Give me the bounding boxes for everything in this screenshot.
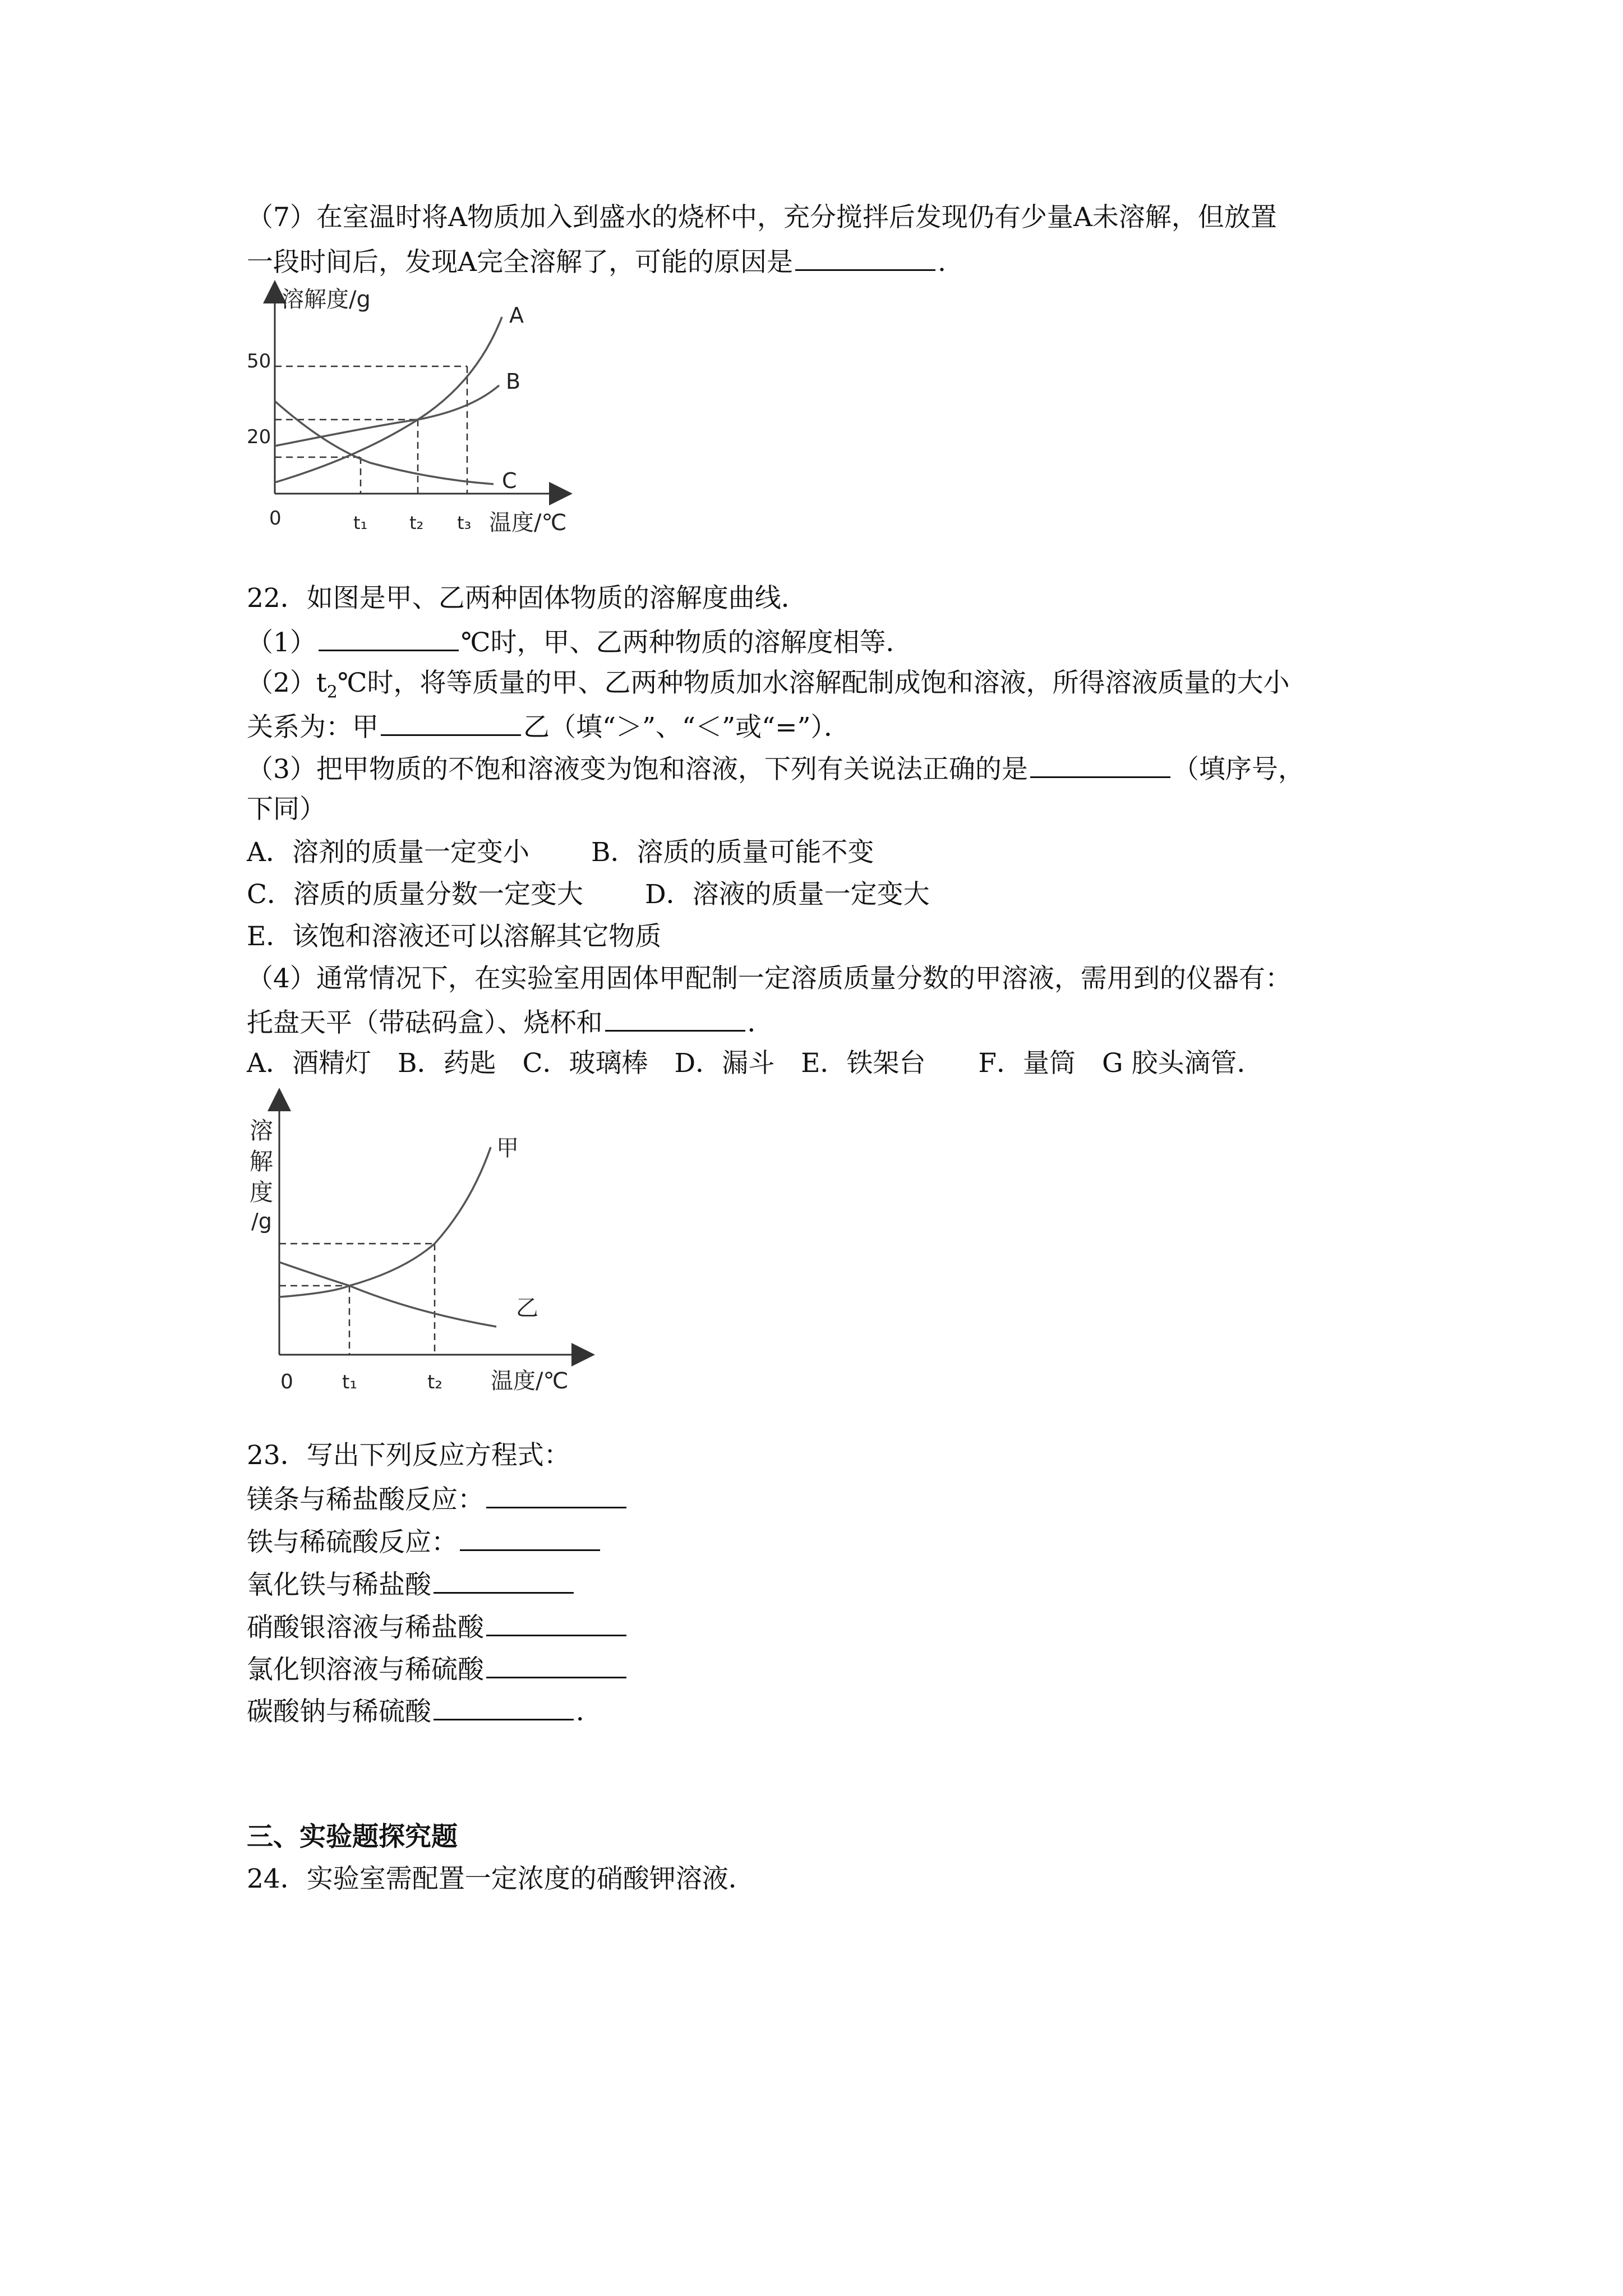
q23-title: 23．写出下列反应方程式： xyxy=(247,1440,570,1471)
q22-instruments: A．酒精灯 B．药匙 C．玻璃棒 D．漏斗 E．铁架台 F．量筒 G 胶头滴管． xyxy=(247,1048,1264,1079)
chart2-xlabel: 温度/℃ xyxy=(491,1368,569,1394)
q22-part3-blank[interactable] xyxy=(1030,751,1170,778)
chart1-xtick-t1: t₁ xyxy=(353,512,368,533)
q23-item-1: 镁条与稀盐酸反应： xyxy=(247,1481,629,1517)
chart1-xtick-t3: t₃ xyxy=(457,512,472,533)
q23-blank-3[interactable] xyxy=(434,1566,574,1594)
chart2-series-yi: 乙 xyxy=(516,1295,538,1321)
chart2-series-jia: 甲 xyxy=(496,1135,519,1161)
q22-part3-line2: 下同） xyxy=(247,794,326,825)
q22-part3-line1: （3）把甲物质的不饱和溶液变为饱和溶液，下列有关说法正确的是 （填序号， xyxy=(247,751,1304,786)
q22-part1: （1） ℃时，甲、乙两种物质的溶解度相等． xyxy=(247,624,912,660)
q23-blank-1[interactable] xyxy=(486,1481,626,1508)
chart1-ytick-20: 20 xyxy=(247,426,271,448)
chart1-series-b: B xyxy=(506,369,521,394)
chart2-ylabel-3: 度 xyxy=(250,1179,274,1206)
q23-item-4: 硝酸银溶液与稀盐酸 xyxy=(247,1609,629,1645)
chart1-series-c: C xyxy=(502,468,517,493)
q23-blank-6[interactable] xyxy=(434,1693,574,1720)
q7-line-1: （7）在室温时将A物质加入到盛水的烧杯中，充分搅拌后发现仍有少量A未溶解，但放置 xyxy=(247,202,1277,233)
q22-part2-line1: $(2)t_2℃$时，将等质量的甲、乙两种物质加水溶解配制成饱和溶液，所得溶液质量的大小 xyxy=(247,668,1290,702)
q22-title: 22．如图是甲、乙两种固体物质的溶解度曲线． xyxy=(247,583,808,614)
chart1-ylabel: 溶解度/g xyxy=(282,287,371,312)
q7-answer-blank[interactable] xyxy=(795,243,935,271)
q7-line-2: 一段时间后，发现A完全溶解了，可能的原因是 . xyxy=(247,243,946,279)
chart1-origin: 0 xyxy=(269,507,282,530)
q23-item-2: 铁与稀硫酸反应： xyxy=(247,1524,602,1559)
q23-blank-2[interactable] xyxy=(460,1524,600,1551)
q23-item-5: 氯化钡溶液与稀硫酸 xyxy=(247,1651,629,1687)
solubility-chart-jia-yi xyxy=(247,1091,606,1405)
q23-item-6: 碳酸钠与稀硫酸 ． xyxy=(247,1693,602,1729)
q23-item-3: 氧化铁与稀盐酸 xyxy=(247,1566,576,1602)
q22-part4-blank[interactable] xyxy=(605,1004,745,1032)
chart2-xtick-t1: t₁ xyxy=(342,1371,357,1393)
q22-part2-line2: 关系为：甲 乙（填“＞”、“＜”或“=”）． xyxy=(247,708,850,744)
q22-part2-blank[interactable] xyxy=(381,708,521,736)
q22-options-ab: A．溶剂的质量一定变小 B．溶质的质量可能不变 xyxy=(247,837,874,868)
chart2-ylabel-1: 溶 xyxy=(250,1117,274,1144)
q22-part1-blank[interactable] xyxy=(319,624,459,651)
chart2-origin: 0 xyxy=(280,1370,293,1393)
q22-options-cd: C．溶质的质量分数一定变大 D．溶液的质量一定变大 xyxy=(247,879,930,910)
chart2-curve-jia xyxy=(279,1147,491,1297)
chart1-series-a: A xyxy=(509,303,524,328)
section3-heading: 三、实验题探究题 xyxy=(247,1821,458,1852)
q23-blank-5[interactable] xyxy=(486,1651,626,1678)
chart2-ylabel-2: 解 xyxy=(250,1148,274,1175)
chart1-ytick-50: 50 xyxy=(247,350,271,372)
q22-option-e: E．该饱和溶液还可以溶解其它物质 xyxy=(247,921,662,952)
q23-blank-4[interactable] xyxy=(486,1609,626,1636)
chart1-xlabel: 温度/℃ xyxy=(489,510,567,536)
q22-part4-line1: （4）通常情况下，在实验室用固体甲配制一定溶质质量分数的甲溶液，需用到的仪器有： xyxy=(247,963,1292,994)
chart1-xtick-t2: t₂ xyxy=(409,512,424,533)
solubility-chart-abc xyxy=(247,283,594,547)
q22-part4-line2: 托盘天平（带砝码盒）、烧杯和 ． xyxy=(247,1004,774,1040)
chart2-ylabel-4: /g xyxy=(251,1209,272,1234)
chart2-xtick-t2: t₂ xyxy=(427,1371,442,1393)
q24-text: 24．实验室需配置一定浓度的硝酸钾溶液． xyxy=(247,1864,755,1894)
